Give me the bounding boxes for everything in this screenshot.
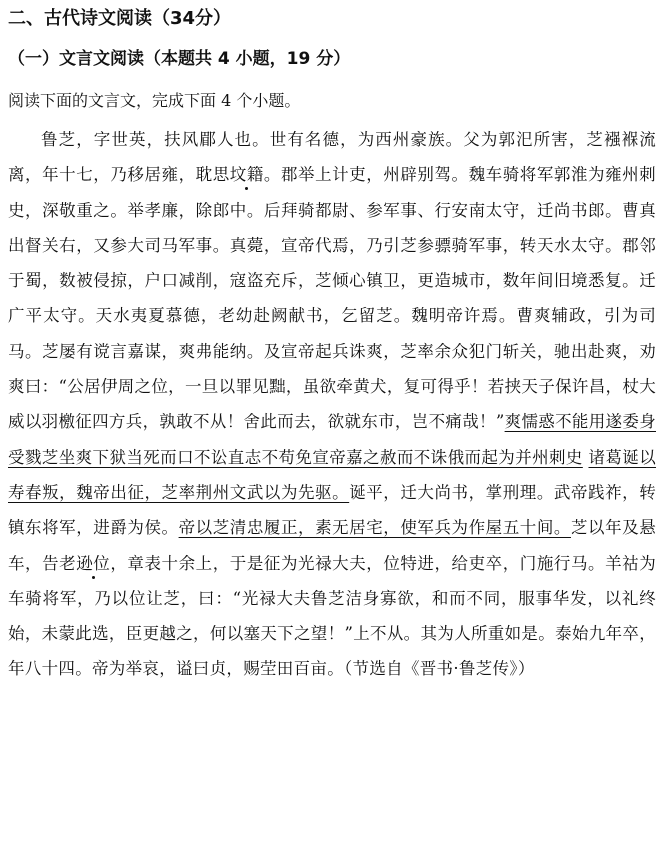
underlined-sentence-translate-1: 诸葛诞以寿春叛，魏帝出征，芝率荆州文武以为先驱。 [8, 447, 657, 502]
underlined-sentence-translate-2: 帝以芝清忠履正，素无居宅，使军兵为作屋五十间。 [178, 518, 571, 538]
dotted-word-fenji: 坟籍 [229, 165, 264, 185]
subsection-title: （一）文言文阅读（本题共 4 小题，19 分） [8, 49, 351, 69]
underlined-sentence-punctuation: 爽懦惑不能用遂委身受戮芝坐爽下狱当死而口不讼直志不苟免宣帝嘉之赦而不诛俄而起为并州刺史 [8, 412, 656, 467]
passage-segment-4: 芝以年及悬车，告老 [8, 518, 657, 573]
dotted-word-xunwei: 逊位 [76, 553, 111, 573]
passage-segment-1: 鲁芝，字世英，扶风郿人也。世有名德，为西州豪族。父为郭汜所害，芝襁褓流离，年十七，乃移居雍，耽思 [8, 130, 656, 185]
passage-segment-5: ，章表十余上，于是征为光禄大夫，位特进，给吏卒，门施行马。羊祜为车骑将军，乃以位让芝，曰：“光禄大夫鲁芝洁身寡欲，和而不同，服事华发，以礼终始，未蒙此选，臣更越之，何以塞天下之望！”上不从。其为人所重如是。泰始九年卒，年八十四。帝为举哀，谥曰贞，赐茔田百亩。（节选自《晋书·鲁芝传》） [8, 553, 656, 679]
section-title: 二、古代诗文阅读（34分） [8, 8, 232, 29]
classical-passage [8, 122, 656, 687]
passage-segment-3: 诞平，迁大尚书，掌刑理。武帝践祚，转镇东将军，进爵为侯。 [8, 482, 656, 538]
instruction-text: 阅读下面的文言文，完成下面 4 个小题。 [8, 91, 301, 110]
passage-segment-2: 。郡举上计吏，州辟别驾。魏车骑将军郭淮为雍州刺史，深敬重之。举孝廉，除郎中。后拜骑都尉、参军事、行安南太守，迁尚书郎。曹真出督关右，又参大司马军事。真薨，宣帝代焉，乃引芝参骠骑军事，转天水太守。郡邻于蜀，数被侵掠，户口减削，寇盗充斥，芝倾心镇卫，更造城市，数年间旧境悉复。迁广平太守。天水夷夏慕德，老幼赴阙献书，乞留芝。魏明帝许焉。曹爽辅政，引为司马。芝屡有谠言嘉谋，爽弗能纳。及宣帝起兵诛爽，芝率余众犯门斩关，驰出赴爽，劝爽曰：“公居伊周之位，一旦以罪见黜，虽欲牵黄犬，复可得乎！若挟天子保许昌，杖大威以羽檄征四方兵，孰敢不从！舍此而去，欲就东市，岂不痛哉！” [8, 165, 656, 432]
